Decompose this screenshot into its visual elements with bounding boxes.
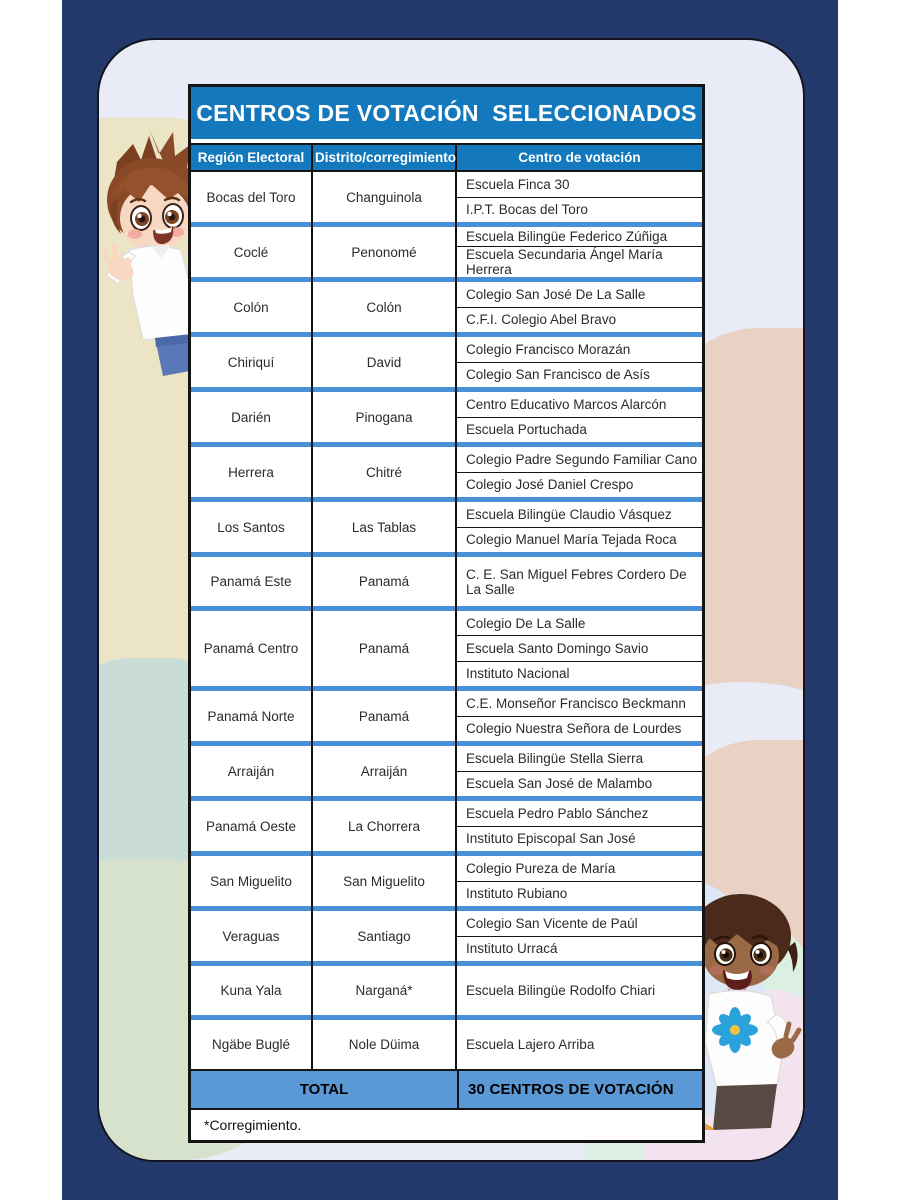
centers-cell [457,856,702,906]
center-name: Centro Educativo Marcos Alarcón [457,392,702,418]
table-row [191,282,702,332]
table-header-row [191,143,702,172]
center-name: Colegio Francisco Morazán [457,337,702,363]
center-name: Colegio San Francisco de Asís [466,367,650,383]
header-district: Distrito/corregimiento [313,145,457,170]
center-name: Instituto Episcopal San José [466,831,636,847]
center-name: Escuela Secundaria Ángel María Herrera [466,247,663,277]
center-name: Colegio San José De La Salle [457,282,702,308]
region-cell: Kuna Yala [191,966,313,1015]
region-cell: Los Santos [191,502,313,552]
district-cell: Las Tablas [313,502,457,552]
centers-cell [457,392,702,442]
centers-cell [457,557,702,606]
table-row [191,911,702,961]
centers-cell [457,172,702,222]
header-center: Centro de votación [518,150,641,165]
centers-cell [457,447,702,497]
center-name: Escuela Bilingüe Claudio Vásquez [457,502,702,528]
district-cell: Nole Düima [313,1020,457,1069]
center-name: Instituto Nacional [466,666,570,682]
table-row [191,337,702,387]
center-name: Escuela Bilingüe Stella Sierra [457,746,702,772]
table-row [191,801,702,851]
table-row [191,447,702,497]
district-cell: Panamá [313,557,457,606]
centers-cell [457,911,702,961]
centers-cell [457,227,702,277]
center-name: Instituto Rubiano [466,886,568,902]
district-cell: Panamá [313,691,457,741]
table-row [191,611,702,686]
district-cell: Penonomé [313,227,457,277]
table-row [191,746,702,796]
center-name: Colegio Padre Segundo Familiar Cano [457,447,702,473]
left-eye [714,942,736,966]
right-eye [750,942,772,966]
center-name: Colegio José Daniel Crespo [466,477,634,493]
centers-cell [457,801,702,851]
center-name: Escuela Lajero Arriba [466,1037,595,1052]
region-cell: Arraiján [191,746,313,796]
region-cell: Coclé [191,227,313,277]
voting-centers-table [188,84,705,1143]
center-name: C.F.I. Colegio Abel Bravo [466,312,617,328]
district-cell: San Miguelito [313,856,457,906]
center-name: C. E. San Miguel Febres Cordero De La Salle [466,566,687,597]
district-cell: Santiago [313,911,457,961]
region-cell: Panamá Oeste [191,801,313,851]
mascot-boy-waving-icon [99,126,197,382]
centers-cell [457,337,702,387]
center-name: Escuela Portuchada [466,422,587,438]
centers-cell [457,691,702,741]
district-cell: Panamá [313,611,457,686]
center-name: Escuela Bilingüe Federico Zúñiga [457,227,702,247]
district-cell: Pinogana [313,392,457,442]
center-name: Colegio Pureza de María [457,856,702,882]
center-name: Colegio Manuel María Tejada Roca [466,532,677,548]
center-name: Escuela Finca 30 [457,172,702,198]
table-row [191,227,702,277]
district-cell: Narganá* [313,966,457,1015]
centers-cell [457,611,702,686]
table-row [191,392,702,442]
table-row [191,502,702,552]
centers-cell [457,966,702,1015]
center-name: I.P.T. Bocas del Toro [466,202,588,218]
region-cell: Colón [191,282,313,332]
center-name: Escuela Bilingüe Rodolfo Chiari [466,983,656,998]
district-cell: Changuinola [313,172,457,222]
center-name: Escuela San José de Malambo [466,776,653,792]
header-region: Región Electoral [191,145,313,170]
table-row [191,1020,702,1069]
center-name: Escuela Santo Domingo Savio [457,636,702,661]
district-cell: La Chorrera [313,801,457,851]
region-cell: Panamá Este [191,557,313,606]
region-cell: Herrera [191,447,313,497]
table-row [191,966,702,1015]
region-cell: Panamá Centro [191,611,313,686]
centers-cell [457,282,702,332]
center-name: Colegio Nuestra Señora de Lourdes [466,721,682,737]
centers-cell [457,746,702,796]
region-cell: Chiriquí [191,337,313,387]
total-label: TOTAL [191,1071,459,1108]
region-cell: Bocas del Toro [191,172,313,222]
center-name: Instituto Urracá [466,941,558,957]
center-name: C.E. Monseñor Francisco Beckmann [457,691,702,717]
centers-cell [457,1020,702,1069]
total-row [191,1069,702,1108]
right-eye [162,203,184,229]
centers-cell [457,502,702,552]
region-cell: Darién [191,392,313,442]
table-row [191,856,702,906]
footnote: *Corregimiento. [191,1108,702,1140]
district-cell: Chitré [313,447,457,497]
region-cell: San Miguelito [191,856,313,906]
table-row [191,691,702,741]
district-cell: Arraiján [313,746,457,796]
table-body [191,172,702,1069]
district-cell: Colón [313,282,457,332]
table-title: CENTROS DE VOTACIÓN SELECCIONADOS [191,87,702,139]
table-row [191,557,702,606]
center-name: Colegio San Vicente de Paúl [457,911,702,937]
total-value: 30 CENTROS DE VOTACIÓN [468,1081,674,1098]
center-name: Colegio De La Salle [457,611,702,636]
region-cell: Panamá Norte [191,691,313,741]
left-eye [130,205,152,231]
table-row [191,172,702,222]
region-cell: Ngäbe Buglé [191,1020,313,1069]
region-cell: Veraguas [191,911,313,961]
district-cell: David [313,337,457,387]
center-name: Escuela Pedro Pablo Sánchez [457,801,702,827]
